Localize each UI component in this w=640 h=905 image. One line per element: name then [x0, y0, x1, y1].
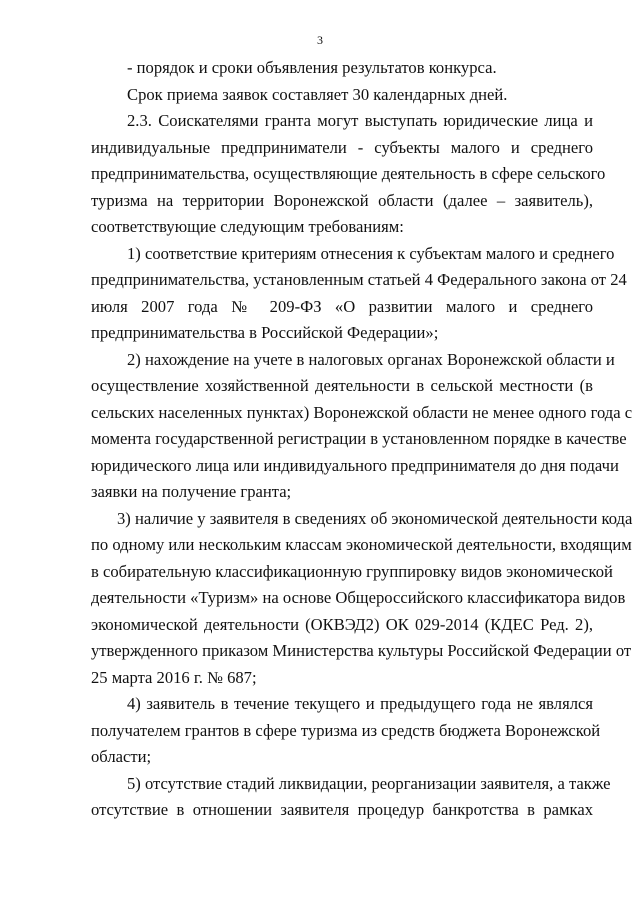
page-number: 3	[317, 33, 323, 47]
text-line: юридического лица или индивидуального предпринимателя до дня подачи	[91, 455, 619, 475]
text-line: предпринимательства, установленным статьей 4 Федерального закона от 24	[91, 270, 627, 289]
text-line: экономической деятельности (ОКВЭД2) ОК 029-2014 (КДЕС Ред. 2),	[91, 614, 593, 634]
text-line: получателем грантов в сфере туризма из средств бюджета Воронежской	[91, 720, 601, 740]
text-line: 25 марта 2016 г. № 687;	[91, 667, 257, 687]
text-line: момента государственной регистрации в установленном порядке в качестве	[91, 429, 627, 448]
text-line: 2.3. Соискателями гранта могут выступать юридические лица и	[127, 111, 593, 130]
text-line: предпринимательства, осуществляющие деятельность в сфере сельского	[91, 164, 606, 183]
text-line: - порядок и сроки объявления результатов конкурса.	[127, 58, 497, 77]
text-line: области;	[91, 747, 152, 766]
text-line: 1) соответствие критериям отнесения к субъектам малого и среднего	[127, 243, 615, 263]
text-line: 5) отсутствие стадий ликвидации, реорганизации заявителя, а также	[127, 773, 611, 793]
text-line: 3) наличие у заявителя в сведениях об экономической деятельности кода	[117, 508, 633, 528]
text-line: предпринимательства в Российской Федерации»;	[91, 323, 439, 342]
text-line: июля 2007 года № 209-ФЗ «О развитии малого и среднего	[91, 296, 593, 316]
text-line: в собирательную классификационную группировку видов экономической	[91, 561, 613, 581]
text-line: 4) заявитель в течение текущего и предыдущего года не являлся	[127, 694, 593, 713]
text-line: индивидуальные предприниматели - субъекты малого и среднего	[91, 137, 593, 157]
text-line: осуществление хозяйственной деятельности в сельской местности (в	[91, 376, 593, 395]
text-line: по одному или нескольким классам экономической деятельности, входящим	[91, 535, 632, 554]
text-line: Срок приема заявок составляет 30 календарных дней.	[127, 84, 508, 104]
text-line: соответствующие следующим требованиям:	[91, 217, 404, 236]
text-line: деятельности «Туризм» на основе Общероссийского классификатора видов	[91, 588, 626, 607]
text-line: туризма на территории Воронежской области (далее – заявитель),	[91, 190, 593, 210]
text-line: утвержденного приказом Министерства культуры Российской Федерации от	[91, 641, 632, 660]
text-line: 2) нахождение на учете в налоговых органах Воронежской области и	[127, 349, 615, 369]
document-body	[91, 55, 633, 824]
text-line: сельских населенных пунктах) Воронежской области не менее одного года с	[91, 402, 633, 422]
text-line: заявки на получение гранта;	[91, 482, 292, 501]
text-line: отсутствие в отношении заявителя процедур банкротства в рамках	[91, 800, 593, 819]
